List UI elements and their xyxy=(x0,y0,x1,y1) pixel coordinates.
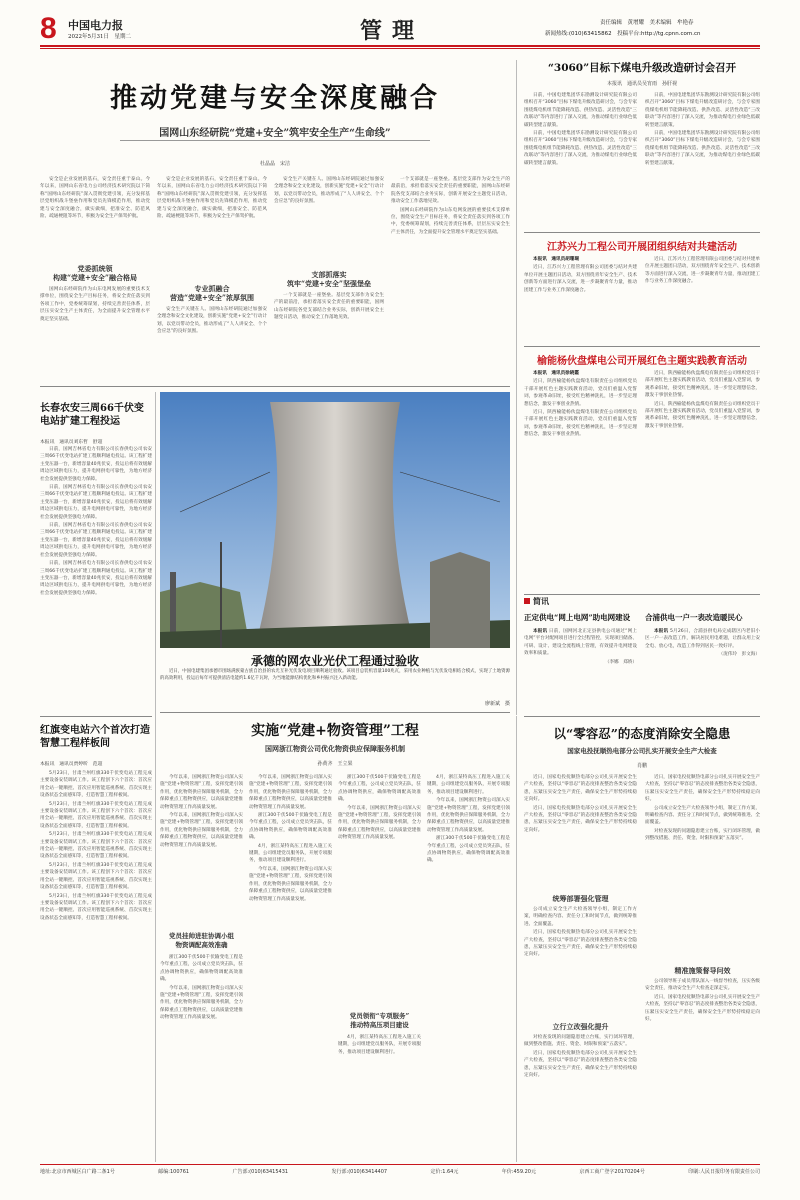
coal-text-4: 日前，中国电建集团华东勘测设计研究院有限公司组织召开“3060”目标下煤电升级改造研讨会，与会专家围绕煤电机组节能降耗改造、供热改造、灵活性改造“三改联动”等内容进行了深入交流，为推动煤电行业绿色低碳转型建言献策。 xyxy=(645,131,760,166)
zero-subheadline: 国家电投抚顺热电部分公司扎实开展安全生产大检查 xyxy=(567,747,717,755)
yulin-text: 近日，陕西榆能杨伙盘煤电有限责任公司组织党员干部开展红色主题实践教育活动，党员们重温入党誓词，参观革命旧址，接受红色精神洗礼，进一步坚定理想信念，激发干事创业热情。 xyxy=(524,379,637,407)
brief-bar xyxy=(524,594,760,607)
material-col-2-text: 今年以来，国网浙江物资公司深入实施“党建+物资管理”工程，发挥党建引领作用，优化物资供应保障服务机制，全力保障重点工程物资供应，以高质量党建推动物资管理工作高质量发展。 xyxy=(249,775,332,810)
lead-intro-text: 安全是企业发展的基石，安全责任重于泰山。今年以来，国网山东省电力公司经济技术研究院以下简称“国网山东经研院”深入贯彻党建引领，充分发挥基层党组织战斗堡垒作用和党员先锋模范作用，推动党建与安全深度融合，做实做细，把准安全、防范风险、疏通梗阻等环节，积极为安全生产保驾护航。 xyxy=(40,177,150,220)
material-section-2-text: 4月，浙江某特高压工程进入施工关键期，公司组建党员服务队，开展专项服务，推动项目建设顺利进行。 xyxy=(338,1035,421,1055)
changchun-text-4: 日前，国网吉林省电力有限公司长春供电公司农安三周66千伏变电站扩建工程顺利通电投运。该工程扩建主变压器一台，新增容量40兆伏安，投运后将有效缓解周边区域供电压力，提升电网供电可靠性，为地方经济社会发展提供坚强电力保障。 xyxy=(40,561,152,596)
coal-text-2: 日前，中国电建集团华东勘测设计研究院有限公司组织召开“3060”目标下煤电升级改造研讨会，与会专家围绕煤电机组节能降耗改造、供热改造、灵活性改造“三改联动”等内容进行了深入交流，为推动煤电行业绿色低碳转型建言献策。 xyxy=(524,131,637,166)
yulin-text-4: 近日，陕西榆能杨伙盘煤电有限责任公司组织党员干部开展红色主题实践教育活动，党员们重温入党誓词，参观革命旧址，接受红色精神洗礼，进一步坚定理想信念，激发干事创业热情。 xyxy=(645,401,760,429)
lead-section-1-body xyxy=(40,286,150,378)
footer-rule xyxy=(40,1164,760,1165)
material-col-2 xyxy=(249,774,332,1154)
zero-col-2-text-3: 对检查发现的问题隐患建立台账，实行闭环管理，做到整改措施、责任、资金、时限和预案“五落实”。 xyxy=(645,828,760,842)
lead-headline: 推动党建与安全深度融合 xyxy=(110,83,440,114)
yulin-body-col-1 xyxy=(524,370,637,586)
lead-intro xyxy=(40,176,150,256)
jiangsu-body-col-2 xyxy=(645,256,760,342)
jiangsu-text: 近日，江苏兴力工程管理有限公司团委与结对共建单位开展主题团日活动，双方围绕青年安全生产、技术创新等方面进行深入交流，进一步凝聚青年力量，推动团建工作与业务工作深度融合。 xyxy=(524,265,637,293)
power-plant-photo xyxy=(160,392,510,648)
zero-section-2-text: 对检查发现的问题隐患建立台账，实行闭环管理，做到整改措施、责任、资金、时限和预案“五落实”。 xyxy=(524,1035,637,1048)
editors: 责任编辑 黄增耀 美术编辑 牟艳春 xyxy=(600,20,694,26)
yulin-text-3: 近日，陕西榆能杨伙盘煤电有限责任公司组织党员干部开展红色主题实践教育活动，党员们重温入党誓词，参观革命旧址，接受红色精神洗礼，进一步坚定理想信念，激发干事创业热情。 xyxy=(645,371,760,399)
lead-section-2-body xyxy=(157,306,267,378)
zero-col-2-text: 近日，国家电投抚顺热电部分公司扎实开展安全生产大检查，坚持以“零容忍”的态度排查整治各类安全隐患，压紧压实安全生产责任，确保安全生产形势持续稳定向好。 xyxy=(645,775,760,803)
footer-annual: 年价:459.20元 xyxy=(501,1169,536,1175)
right-rule-2 xyxy=(524,346,760,347)
hongqi-text-2: 5月23日，甘肃兰州红旗330千伏变电站工程完成主要设备安装调试工作。该工程创下六个首次：首次应用全站一键顺控、首次应用智能巡视系统、首次实现主设备状态全面感知等，打造智慧工程样板间。 xyxy=(40,801,152,829)
zero-section-1-text-2: 近日，国家电投抚顺热电部分公司扎实开展安全生产大检查，坚持以“零容忍”的态度排查整治各类安全隐患，压紧压实安全生产责任，确保安全生产形势持续稳定向好。 xyxy=(524,930,637,958)
brief-1-text xyxy=(524,628,637,658)
material-col-4-text-2: 今年以来，国网浙江物资公司深入实施“党建+物资管理”工程，发挥党建引领作用，优化物资供应保障服务机制，全力保障重点工程物资供应，以高质量党建推动物资管理工作高质量发展。 xyxy=(427,798,510,833)
changchun-text-3: 日前，国网吉林省电力有限公司长春供电公司农安三周66千伏变电站扩建工程顺利通电投运。该工程扩建主变压器一台，新增容量40兆伏安，投运后将有效缓解周边区域供电压力，提升电网供电可靠性，为地方经济社会发展提供坚强电力保障。 xyxy=(40,523,152,558)
material-text: 今年以来，国网浙江物资公司深入实施“党建+物资管理”工程，发挥党建引领作用，优化物资供应保障服务机制，全力保障重点工程物资供应，以高质量党建推动物资管理工作高质量发展。 xyxy=(160,775,243,810)
lead-col-3 xyxy=(274,176,384,266)
changchun-byline: 本报讯 通讯员刘东哲 舒超 xyxy=(40,440,103,445)
issue-date: 2022年5月31日 星期二 xyxy=(68,34,131,40)
material-section-1-text-2: 今年以来，国网浙江物资公司深入实施“党建+物资管理”工程，发挥党建引领作用，优化物资供应保障服务机制，全力保障重点工程物资供应，以高质量党建推动物资管理工作高质量发展。 xyxy=(160,985,243,1021)
material-col-2-text-2: 浙江300千伏500千伏输变电工程是今年重点工程，公司成立党员突击队，驻点协调物资供应，确保物资调配高效准确。 xyxy=(249,813,332,841)
coal-byline: 本报讯 通讯员吴宵雨 孙肝视 xyxy=(606,81,677,87)
left-rule-1 xyxy=(40,716,152,717)
material-col-3-text-2: 今年以来，国网浙江物资公司深入实施“党建+物资管理”工程，发挥党建引领作用，优化物资供应保障服务机制，全力保障重点工程物资供应，以高质量党建推动物资管理工作高质量发展。 xyxy=(338,805,421,841)
coal-body-col-2 xyxy=(645,92,760,228)
brief-1-credit: （李娜 郑娇） xyxy=(604,659,637,665)
zero-section-2-text-2: 近日，国家电投抚顺热电部分公司扎实开展安全生产大检查，坚持以“零容忍”的态度排查整治各类安全隐患，压紧压实安全生产责任，确保安全生产形势持续稳定向好。 xyxy=(524,1050,637,1079)
lead-subheadline: 国网山东经研院“党建+安全”筑牢安全生产“生命线” xyxy=(159,128,391,139)
brief-1-body xyxy=(524,628,637,708)
hongqi-headline: 红旗变电站六个首次打造智慧工程样板间 xyxy=(40,725,150,749)
zero-section-2-body xyxy=(524,1034,637,1156)
material-section-1-heading: 党员挂帅进驻协调小组 物资调配高效准确 xyxy=(169,932,234,949)
brief-2-body xyxy=(645,628,760,708)
hongqi-body xyxy=(40,770,152,1154)
brief-2-byline: 本报讯 xyxy=(654,629,669,634)
lead-section-1-heading: 党委抓统领 构建“党建+安全”融合格局 xyxy=(53,264,137,282)
right-rule-1 xyxy=(524,232,760,233)
material-subheadline: 国网浙江物资公司优化物资供应保障服务机制 xyxy=(265,744,405,753)
material-col-2-text-4: 今年以来，国网浙江物资公司深入实施“党建+物资管理”工程，发挥党建引领作用，优化物资供应保障服务机制，全力保障重点工程物资供应，以高质量党建推动物资管理工作高质量发展。 xyxy=(249,866,332,902)
footer-ad-license: 京西工商广登字20170204号 xyxy=(579,1169,645,1175)
zero-col-1 xyxy=(524,774,637,890)
changchun-body xyxy=(40,446,152,710)
paper-name: 中国电力报 xyxy=(68,19,123,32)
material-section-2-heading: 党员领衔“专项服务” 推动特高压项目建设 xyxy=(349,1012,410,1029)
right-column-divider xyxy=(516,60,517,715)
zero-text: 近日，国家电投抚顺热电部分公司扎实开展安全生产大检查，坚持以“零容忍”的态度排查整治各类安全隐患，压紧压实安全生产责任，确保安全生产形势持续稳定向好。 xyxy=(524,775,637,803)
jiangsu-byline xyxy=(524,256,637,263)
zero-section-3-text: 公司领导班子成员带队深入一线督导检查，压实各级安全责任，推动安全生产大检查走深走实。 xyxy=(645,979,760,992)
material-text-2: 今年以来，国网浙江物资公司深入实施“党建+物资管理”工程，发挥党建引领作用，优化物资供应保障服务机制，全力保障重点工程物资供应，以高质量党建推动物资管理工作高质量发展。 xyxy=(160,813,243,848)
material-section-2-body xyxy=(338,1034,421,1154)
material-col-4 xyxy=(427,774,510,1154)
photo-caption-text: 近日，中国电建集团承德市围场满族蒙古族自治县的农光互补光伏发电项目顺利通过验收。该项目总装机容量100兆瓦，采用农业种植与光伏发电相结合模式，实现了土地资源的高效利用，投运后每年可提供清洁电能约1.6亿千瓦时，为当地能源结构优化和乡村振兴注入新动能。 xyxy=(160,669,510,681)
hongqi-text: 5月23日，甘肃兰州红旗330千伏变电站工程完成主要设备安装调试工作。该工程创下六个首次：首次应用全站一键顺控、首次应用智能巡视系统、首次实现主设备状态全面感知等，打造智慧工程样板间。 xyxy=(40,771,152,799)
material-col-4-text: 4月，浙江某特高压工程进入施工关键期，公司组建党员服务队，开展专项服务，推动项目建设顺利进行。 xyxy=(427,775,510,795)
lead-col-2-text: 安全是企业发展的基石，安全责任重于泰山。今年以来，国网山东省电力公司经济技术研究院以下简称“国网山东经研院”深入贯彻党建引领，充分发挥基层党组织战斗堡垒作用和党员先锋模范作用，推动党建与安全深度融合，做实做细，把准安全、防范风险、疏通梗阻等环节，积极为安全生产保驾护航。 xyxy=(157,177,267,220)
jiangsu-headline: 江苏兴力工程公司开展团组织结对共建活动 xyxy=(547,242,737,253)
photo-caption-title: 承德的网农业光伏工程通过验收 xyxy=(250,654,419,668)
material-headline: 实施“党建+物资管理”工程 xyxy=(251,723,419,739)
material-col-3 xyxy=(338,774,421,1006)
lead-col-4-text: 一个支部就是一座堡垒。基层党支部作为安全生产的最前沿，承担着落实安全责任的重要职能，国网山东经研院各党支部结合业务实际，创新开展安全主题党日活动，推动安全工作落地见效。 xyxy=(391,177,510,205)
zero-section-3-body xyxy=(645,978,760,1156)
brief-bar-title: 简讯 xyxy=(533,596,549,606)
material-right-divider xyxy=(516,716,517,1162)
coal-text-3: 日前，中国电建集团华东勘测设计研究院有限公司组织召开“3060”目标下煤电升级改造研讨会，与会专家围绕煤电机组节能降耗改造、供热改造、灵活性改造“三改联动”等内容进行了深入交流，为推动煤电行业绿色低碳转型建言献策。 xyxy=(645,93,760,128)
brief-1-byline: 本报讯 xyxy=(533,629,548,634)
yulin-byline-text: 本报讯 通讯员徐晓霞 xyxy=(533,371,579,376)
jiangsu-body-col-1 xyxy=(524,256,637,342)
footer-address: 地址:北京市西城区白广路二条1号 xyxy=(40,1169,115,1175)
jiangsu-byline-text: 本报讯 通讯员胡珊瑚 xyxy=(533,257,579,262)
hongqi-text-5: 5月23日，甘肃兰州红旗330千伏变电站工程完成主要设备安装调试工作。该工程创下六个首次：首次应用全站一键顺控、首次应用智能巡视系统、首次实现主设备状态全面感知等，打造智慧工程样板间。 xyxy=(40,893,152,921)
lead-section-1-text: 国网山东经研院作为山东电网发展的重要技术支撑单位，围绕安全生产目标任务，将安全责任落实到各项工作中，党委统筹谋划，持续完善责任体系，层层压实安全生产主体责任，为全面提升安全管理水平奠定坚实基础。 xyxy=(40,287,150,322)
lead-section-2-text: 安全生产关键在人。国网山东经研院通过加强安全理念和安全文化建设，创新实施“党建+安全”行动计划，以党员带动全员，推动形成了“人人讲安全、个个会应急”的良好氛围。 xyxy=(157,307,267,335)
material-section-1-body xyxy=(160,954,243,1154)
changchun-headline: 长春农安三周66千伏变电站扩建工程投运 xyxy=(40,403,144,427)
footer-printer: 印刷:人民日报印务有限责任公司 xyxy=(688,1169,760,1175)
brief-2-text-content: 5月26日，合浦县供电局完成辖区内老旧小区一户一表改造工作，解决居民用电难题，让群众用上安全电、放心电，改造工作得到居民一致好评。 xyxy=(645,629,760,649)
coal-body-col-1 xyxy=(524,92,637,228)
lead-section-2-heading: 专业抓融合 营造“党建+安全”浓厚氛围 xyxy=(170,284,254,302)
yulin-body-col-2 xyxy=(645,370,760,586)
lead-col-4 xyxy=(391,176,510,378)
zero-section-1-body xyxy=(524,906,637,1016)
photo-bottom-rule xyxy=(160,712,510,713)
lead-subheadline-rule xyxy=(120,140,430,141)
brief-1-text-content: 日前，国网河北正定县供电公司通过“网上电网”平台对配网项目进行全过程管控，实现项目储备、可研、设计、建设全流程线上管理，有效提升电网建设效率和质量。 xyxy=(524,629,637,657)
lead-bottom-rule xyxy=(40,386,510,387)
yulin-text-2: 近日，陕西榆能杨伙盘煤电有限责任公司组织党员干部开展红色主题实践教育活动，党员们重温入党誓词，参观革命旧址，接受红色精神洗礼，进一步坚定理想信念，激发干事创业热情。 xyxy=(524,410,637,438)
zero-col-2-text-2: 公司成立安全生产大检查领导小组，制定工作方案，明确检查内容、责任分工和时间节点，做到统筹推进、全面覆盖。 xyxy=(645,805,760,826)
section-name: 管理 xyxy=(360,18,425,44)
footer-distribution: 发行部:(010)63414407 xyxy=(331,1169,388,1175)
lead-col-4-text-2: 国网山东经研院作为山东电网发展的重要技术支撑单位，围绕安全生产目标任务，将安全责任落实到各项工作中，党委统筹谋划，持续完善责任体系，层层压实安全生产主体责任，为全面提升安全管理水平奠定坚实基础。 xyxy=(391,207,510,235)
coal-text: 日前，中国电建集团华东勘测设计研究院有限公司组织召开“3060”目标下煤电升级改造研讨会，与会专家围绕煤电机组节能降耗改造、供热改造、灵活性改造“三改联动”等内容进行了深入交流，为推动煤电行业绿色低碳转型建言献策。 xyxy=(524,93,637,128)
material-col-1 xyxy=(160,774,243,926)
changchun-text-2: 日前，国网吉林省电力有限公司长春供电公司农安三周66千伏变电站扩建工程顺利通电投运。该工程扩建主变压器一台，新增容量40兆伏安，投运后将有效缓解周边区域供电压力，提升电网供电可靠性，为地方经济社会发展提供坚强电力保障。 xyxy=(40,485,152,520)
photo-caption-body xyxy=(160,668,510,698)
page-number: 8 xyxy=(40,12,57,45)
yulin-headline: 榆能杨伙盘煤电公司开展红色主题实践教育活动 xyxy=(537,356,747,367)
left-column-divider xyxy=(155,392,156,1162)
zero-section-3-text-2: 近日，国家电投抚顺热电部分公司扎实开展安全生产大检查，坚持以“零容忍”的态度排查整治各类安全隐患，压紧压实安全生产责任，确保安全生产形势持续稳定向好。 xyxy=(645,994,760,1023)
lead-section-3-heading: 支部抓落实 筑牢“党建+安全”坚强堡垒 xyxy=(287,270,371,288)
zero-section-2-heading: 立行立改强化提升 xyxy=(552,1022,609,1031)
lead-section-3-body xyxy=(274,292,384,378)
material-col-3-text: 浙江300千伏500千伏输变电工程是今年重点工程，公司成立党员突击队，驻点协调物资供应，确保物资调配高效准确。 xyxy=(338,775,421,803)
lead-byline: 杜晶晶 宋洁 xyxy=(259,161,290,167)
hongqi-text-3: 5月23日，甘肃兰州红旗330千伏变电站工程完成主要设备安装调试工作。该工程创下六个首次：首次应用全站一键顺控、首次应用智能巡视系统、首次实现主设备状态全面感知等，打造智慧工程样板间。 xyxy=(40,832,152,860)
contact-line: 新闻热线:(010)63415862 投稿平台:http://tg.cpnn.com.cn xyxy=(545,31,701,37)
hongqi-byline: 本报讯 通讯员贾婷昕 范超 xyxy=(40,762,103,767)
footer-postcode: 邮编:100761 xyxy=(158,1169,190,1175)
material-section-1-text: 浙江300千伏500千伏输变电工程是今年重点工程，公司成立党员突击队，驻点协调物资供应，确保物资调配高效准确。 xyxy=(160,955,243,983)
lead-col-3-text: 安全生产关键在人。国网山东经研院通过加强安全理念和安全文化建设，创新实施“党建+安全”行动计划，以党员带动全员，推动形成了“人人讲安全、个个会应急”的良好氛围。 xyxy=(274,177,384,205)
masthead-rule-thin xyxy=(40,48,760,49)
brief-2-headline: 合浦供电一户一表改造暖民心 xyxy=(645,613,743,622)
footer-price: 定价:1.64元 xyxy=(430,1169,459,1175)
footer xyxy=(40,1168,760,1178)
masthead-rule xyxy=(40,45,760,47)
zero-col-2 xyxy=(645,774,760,962)
brief-bar-icon xyxy=(524,598,530,604)
coal-headline: “3060”目标下煤电升级改造研讨会召开 xyxy=(547,62,737,74)
cooling-tower-image xyxy=(160,392,510,648)
zero-section-1-text: 公司成立安全生产大检查领导小组，制定工作方案，明确检查内容、责任分工和时间节点，做到统筹推进、全面覆盖。 xyxy=(524,907,637,927)
brief-2-text xyxy=(645,628,760,650)
lead-section-3-text: 一个支部就是一座堡垒。基层党支部作为安全生产的最前沿，承担着落实安全责任的重要职能，国网山东经研院各党支部结合业务实际，创新开展安全主题党日活动，推动安全工作落地见效。 xyxy=(274,293,384,321)
zero-section-3-heading: 精准施策督导问效 xyxy=(674,966,731,975)
hongqi-text-4: 5月23日，甘肃兰州红旗330千伏变电站工程完成主要设备安装调试工作。该工程创下六个首次：首次应用全站一键顺控、首次应用智能巡视系统、首次实现主设备状态全面感知等，打造智慧工程样板间。 xyxy=(40,862,152,891)
photo-credit: 廖新斌 摄 xyxy=(484,701,510,707)
material-col-2-text-3: 4月，浙江某特高压工程进入施工关键期，公司组建党员服务队，开展专项服务，推动项目建设顺利进行。 xyxy=(249,843,332,864)
jiangsu-text-2: 近日，江苏兴力工程管理有限公司团委与结对共建单位开展主题团日活动，双方围绕青年安全生产、技术创新等方面进行深入交流，进一步凝聚青年力量，推动团建工作与业务工作深度融合。 xyxy=(645,257,760,285)
zero-headline: 以“零容忍”的态度消除安全隐患 xyxy=(553,726,731,741)
brief-2-credit: （庞伟玲 彭文海） xyxy=(718,652,760,658)
zero-byline: 肖鹏 xyxy=(636,763,647,769)
footer-ad-phone: 广告部:(010)63415431 xyxy=(232,1169,289,1175)
brief-1-headline: 正定供电“网上电网”助电网建设 xyxy=(524,613,631,622)
material-byline: 孙黄齐 王立果 xyxy=(317,761,353,767)
material-col-4-text-3: 浙江300千伏500千伏输变电工程是今年重点工程，公司成立党员突击队，驻点协调物资供应，确保物资调配高效准确。 xyxy=(427,836,510,864)
lead-col-2 xyxy=(157,176,267,278)
yulin-byline xyxy=(524,370,637,377)
zero-section-1-heading: 统筹部署强化管理 xyxy=(552,894,609,903)
zero-text-2: 近日，国家电投抚顺热电部分公司扎实开展安全生产大检查，坚持以“零容忍”的态度排查整治各类安全隐患，压紧压实安全生产责任，确保安全生产形势持续稳定向好。 xyxy=(524,805,637,833)
right-rule-3 xyxy=(524,716,760,717)
changchun-text: 日前，国网吉林省电力有限公司长春供电公司农安三周66千伏变电站扩建工程顺利通电投运。该工程扩建主变压器一台，新增容量40兆伏安，投运后将有效缓解周边区域供电压力，提升电网供电可靠性，为地方经济社会发展提供坚强电力保障。 xyxy=(40,447,152,482)
